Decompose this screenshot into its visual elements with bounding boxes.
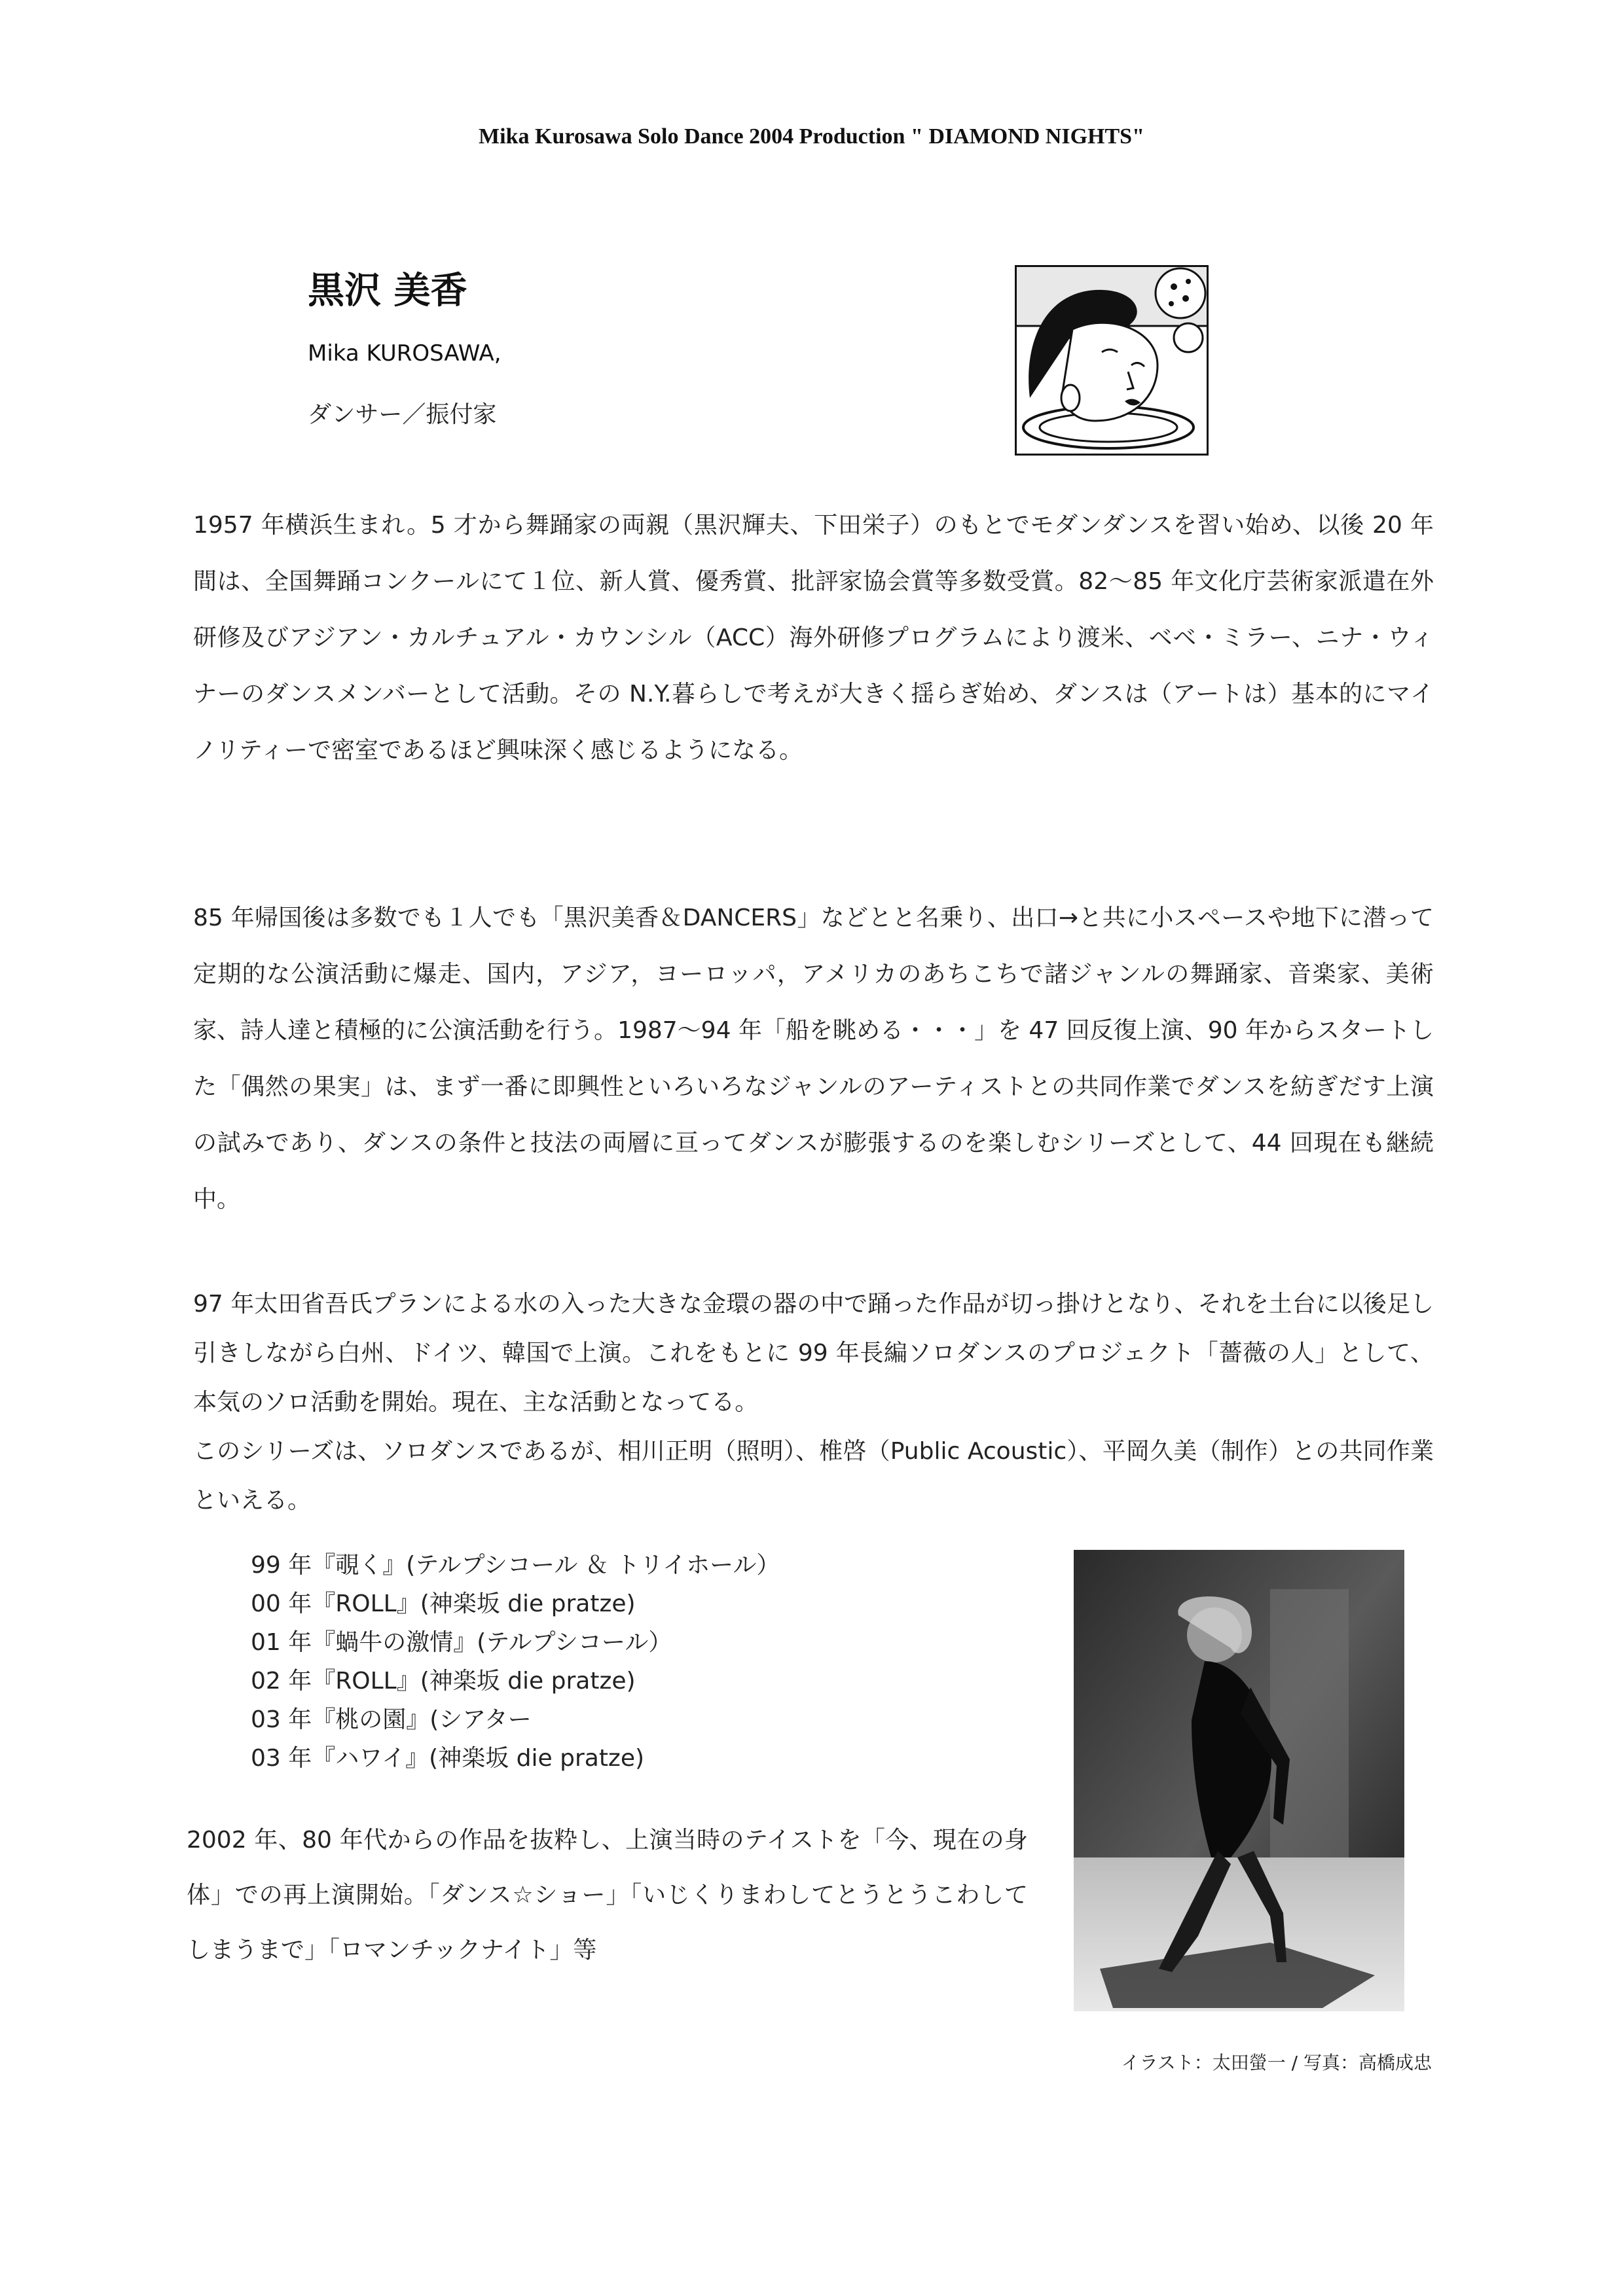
biography-paragraph-1: 1957 年横浜生まれ。5 才から舞踊家の両親（黒沢輝夫、下田栄子）のもとでモダンダンスを習い始め、以後 20 年間は、全国舞踊コンクールにて１位、新人賞、優秀賞、批評家協会賞等多数受賞。82〜85 年文化庁芸術家派遣在外研修及びアジアン・カルチュアル・カウンシル（ACC）海外研修プログラムにより渡米、ベベ・ミラー、ニナ・ウィナーのダンスメンバーとして活動。その N.Y.暮らしで考えが大きく揺らぎ始め、ダンスは（アートは）基本的にマイノリティーで密室であるほど興味深く感じるようになる。 xyxy=(193,512,1434,764)
list-item: 00 年『ROLL』(神楽坂 die pratze) xyxy=(251,1590,636,1617)
dancer-photo xyxy=(1074,1550,1404,2011)
artist-role: ダンサー／振付家 xyxy=(308,401,497,428)
artist-name-japanese: 黒沢 美香 xyxy=(308,270,467,312)
image-credit: イラスト：太田螢一 / 写真：高橋成忠 xyxy=(1121,2052,1432,2073)
list-item: 99 年『覗く』(テルプシコール ＆ トリイホール） xyxy=(251,1552,780,1579)
list-item: 02 年『ROLL』(神楽坂 die pratze) xyxy=(251,1668,636,1695)
document-header: Mika Kurosawa Solo Dance 2004 Production " DIAMOND NIGHTS" xyxy=(479,124,1144,149)
list-item: 01 年『蝸牛の激情』(テルプシコール） xyxy=(251,1629,672,1656)
list-item: 03 年『桃の園』(シアター xyxy=(251,1706,532,1733)
biography-paragraph-5: 2002 年、80 年代からの作品を抜粋し、上演当時のテイストを「今、現在の身体」での再上演開始。「ダンス☆ショー」「いじくりまわしてとうとうこわしてしまうまで」「ロマンチックナイト」等 xyxy=(187,1827,1028,1964)
biography-paragraph-4: このシリーズは、ソロダンスであるが、相川正明（照明）、椎啓（Public Acoustic）、平岡久美（制作）との共同作業といえる。 xyxy=(193,1438,1434,1514)
list-item: 03 年『ハワイ』(神楽坂 die pratze) xyxy=(251,1745,645,1772)
biography-paragraph-2: 85 年帰国後は多数でも１人でも「黒沢美香＆DANCERS」などとと名乗り、出口→と共に小スペースや地下に潜って定期的な公演活動に爆走、国内，アジア，ヨーロッパ，アメリカのあちこちで諸ジャンルの舞踊家、音楽家、美術家、詩人達と積極的に公演活動を行う。1987〜94 年「船を眺める・・・」を 47 回反復上演、90 年からスタートした「偶然の果実」は、まず一番に即興性といろいろなジャンルのアーティストとの共同作業でダンスを紡ぎだす上演の試みであり、ダンスの条件と技法の両層に亘ってダンスが膨張するのを楽しむシリーズとして、44 回現在も継続中。 xyxy=(193,905,1434,1213)
artist-name-english: Mika KUROSAWA, xyxy=(308,340,501,367)
works-list xyxy=(251,1546,780,1778)
portrait-illustration xyxy=(1015,265,1209,456)
biography-paragraph-3: 97 年太田省吾氏プランによる水の入った大きな金環の器の中で踊った作品が切っ掛けとなり、それを土台に以後足し引きしながら白州、ドイツ、韓国で上演。これをもとに 99 年長編ソロダンスのプロジェクト「薔薇の人」として、本気のソロ活動を開始。現在、主な活動となってる。 xyxy=(193,1291,1434,1416)
